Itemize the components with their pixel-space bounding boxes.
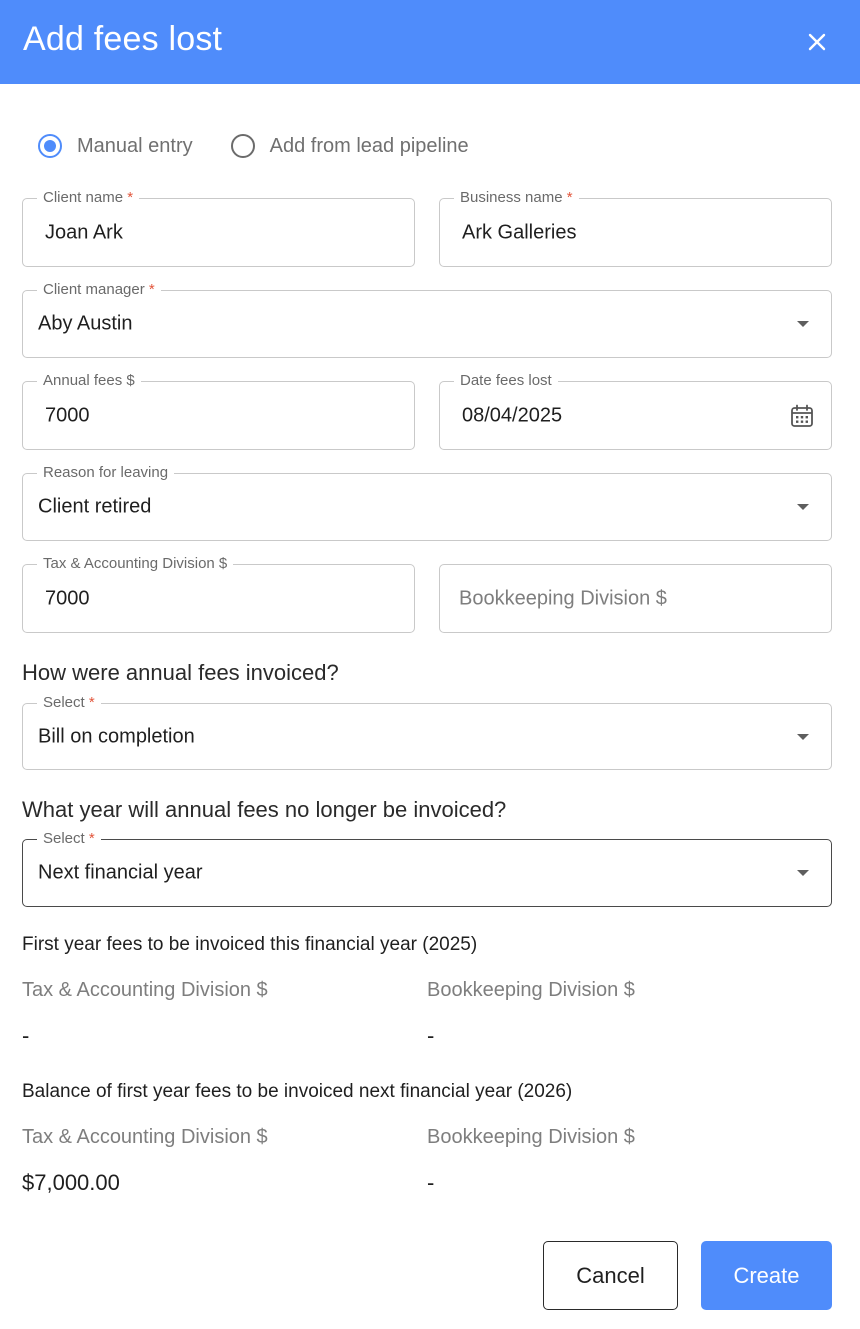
- invoicing-select[interactable]: [22, 694, 832, 770]
- close-button[interactable]: [800, 25, 834, 59]
- annual-fees-field[interactable]: [22, 372, 415, 450]
- radio-unchecked-icon: [231, 134, 255, 158]
- entry-mode-group: [38, 134, 507, 158]
- radio-checked-icon: [38, 134, 62, 158]
- next-year-tax-label: Tax & Accounting Division $: [22, 1126, 268, 1148]
- annual-fees-value: 7000: [45, 404, 90, 426]
- chevron-down-icon: [797, 870, 809, 876]
- cancel-button[interactable]: Cancel: [543, 1241, 678, 1310]
- client-name-field[interactable]: [22, 189, 415, 267]
- invoicing-question: How were annual fees invoiced?: [22, 660, 339, 685]
- end-year-select-value: Next financial year: [38, 861, 203, 884]
- this-year-tax-label: Tax & Accounting Division $: [22, 979, 268, 1001]
- close-icon: [807, 32, 827, 52]
- date-fees-lost-field[interactable]: [439, 372, 832, 450]
- this-year-bookkeeping-label: Bookkeeping Division $: [427, 979, 635, 1001]
- business-name-value: Ark Galleries: [462, 221, 577, 243]
- dialog-title: Add fees lost: [23, 20, 223, 58]
- reason-for-leaving-label: Reason for leaving: [37, 464, 174, 482]
- calendar-icon[interactable]: [789, 403, 815, 429]
- end-year-question: What year will annual fees no longer be invoiced?: [22, 797, 507, 822]
- next-year-bookkeeping-label: Bookkeeping Division $: [427, 1126, 635, 1148]
- bookkeeping-division-placeholder: Bookkeeping Division $: [459, 587, 667, 609]
- next-year-bookkeeping-value: -: [427, 1170, 435, 1195]
- radio-label-lead-pipeline: Add from lead pipeline: [269, 134, 469, 157]
- tax-division-field[interactable]: [22, 555, 415, 633]
- tax-division-value: 7000: [45, 587, 90, 609]
- radio-manual-entry[interactable]: [38, 134, 193, 158]
- business-name-field[interactable]: [439, 189, 832, 267]
- chevron-down-icon: [797, 734, 809, 740]
- client-manager-value: Aby Austin: [38, 312, 133, 335]
- client-name-value: Joan Ark: [45, 221, 123, 243]
- end-year-select-label: Select *: [37, 830, 101, 848]
- client-manager-label: Client manager *: [37, 281, 161, 299]
- business-name-label: Business name *: [454, 189, 579, 207]
- next-year-heading: Balance of first year fees to be invoiced next financial year (2026): [22, 1081, 573, 1102]
- reason-for-leaving-value: Client retired: [38, 495, 152, 518]
- tax-division-label: Tax & Accounting Division $: [37, 555, 233, 573]
- invoicing-select-label: Select *: [37, 694, 101, 712]
- annual-fees-label: Annual fees $: [37, 372, 141, 390]
- date-fees-lost-value: 08/04/2025: [462, 404, 563, 426]
- dialog-header: [0, 0, 860, 84]
- date-fees-lost-label: Date fees lost: [454, 372, 558, 390]
- radio-label-manual-entry: Manual entry: [77, 134, 193, 157]
- client-name-label: Client name *: [37, 189, 139, 207]
- chevron-down-icon: [797, 504, 809, 510]
- reason-for-leaving-select[interactable]: [22, 464, 832, 541]
- radio-lead-pipeline[interactable]: [231, 134, 469, 158]
- bookkeeping-division-field[interactable]: [439, 564, 832, 633]
- invoicing-select-value: Bill on completion: [38, 725, 195, 747]
- chevron-down-icon: [797, 321, 809, 327]
- client-manager-select[interactable]: [22, 281, 832, 358]
- create-button[interactable]: Create: [701, 1241, 832, 1310]
- next-year-tax-value: $7,000.00: [22, 1170, 120, 1195]
- end-year-select[interactable]: [22, 830, 832, 907]
- this-year-bookkeeping-value: -: [427, 1023, 435, 1048]
- this-year-heading: First year fees to be invoiced this financial year (2025): [22, 934, 478, 955]
- this-year-tax-value: -: [22, 1023, 30, 1048]
